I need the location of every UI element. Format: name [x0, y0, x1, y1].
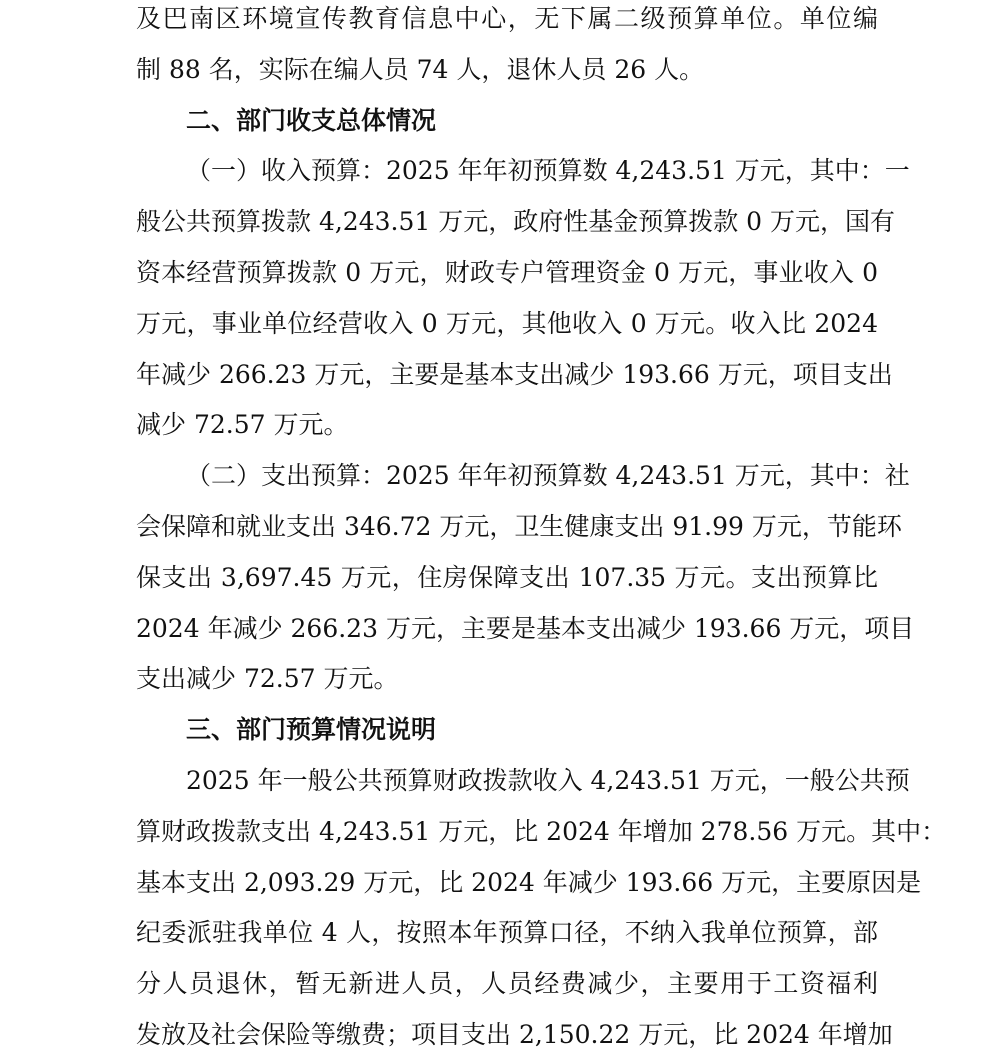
text-line-7: 万元，事业单位经营收入 0 万元，其他收入 0 万元。收入比 2024 — [136, 308, 878, 338]
text-line-5: 般公共预算拨款 4,243.51 万元，政府性基金预算拨款 0 万元，国有 — [136, 207, 896, 237]
document-body — [136, 0, 947, 1061]
text-line-17: 算财政拨款支出 4,243.51 万元，比 2024 年增加 278.56 万元。其中： — [136, 816, 947, 846]
text-line-14: 支出减少 72.57 万元。 — [136, 664, 399, 694]
section-heading-2: 二、部门收支总体情况 — [186, 105, 437, 135]
text-line-16: 2025 年一般公共预算财政拨款收入 4,243.51 万元，一般公共预 — [186, 765, 910, 795]
text-line-19: 纪委派驻我单位 4 人，按照本年预算口径，不纳入我单位预算，部 — [136, 918, 878, 948]
text-line-18: 基本支出 2,093.29 万元，比 2024 年减少 193.66 万元，主要原因是 — [136, 867, 922, 897]
text-line-1: 及巴南区环境宣传教育信息中心，无下属二级预算单位。单位编 — [136, 4, 878, 33]
text-line-12: 保支出 3,697.45 万元，住房保障支出 107.35 万元。支出预算比 — [136, 562, 878, 592]
text-line-20: 分人员退休，暂无新进人员，人员经费减少，主要用于工资福利 — [136, 969, 878, 999]
text-line-10: （二）支出预算：2025 年年初预算数 4,243.51 万元，其中：社 — [186, 461, 910, 491]
text-line-2: 制 88 名，实际在编人员 74 人，退休人员 26 人。 — [136, 54, 705, 84]
text-line-13: 2024 年减少 266.23 万元，主要是基本支出减少 193.66 万元，项目 — [136, 613, 915, 643]
text-line-9: 减少 72.57 万元。 — [136, 410, 349, 440]
text-line-21: 发放及社会保险等缴费；项目支出 2,150.22 万元，比 2024 年增加 — [136, 1019, 893, 1049]
text-line-6: 资本经营预算拨款 0 万元，财政专户管理资金 0 万元，事业收入 0 — [136, 257, 878, 287]
text-line-11: 会保障和就业支出 346.72 万元，卫生健康支出 91.99 万元，节能环 — [136, 511, 902, 541]
text-line-8: 年减少 266.23 万元，主要是基本支出减少 193.66 万元，项目支出 — [136, 359, 893, 389]
text-line-4: （一）收入预算：2025 年年初预算数 4,243.51 万元，其中：一 — [186, 156, 910, 186]
section-heading-3: 三、部门预算情况说明 — [186, 715, 437, 745]
